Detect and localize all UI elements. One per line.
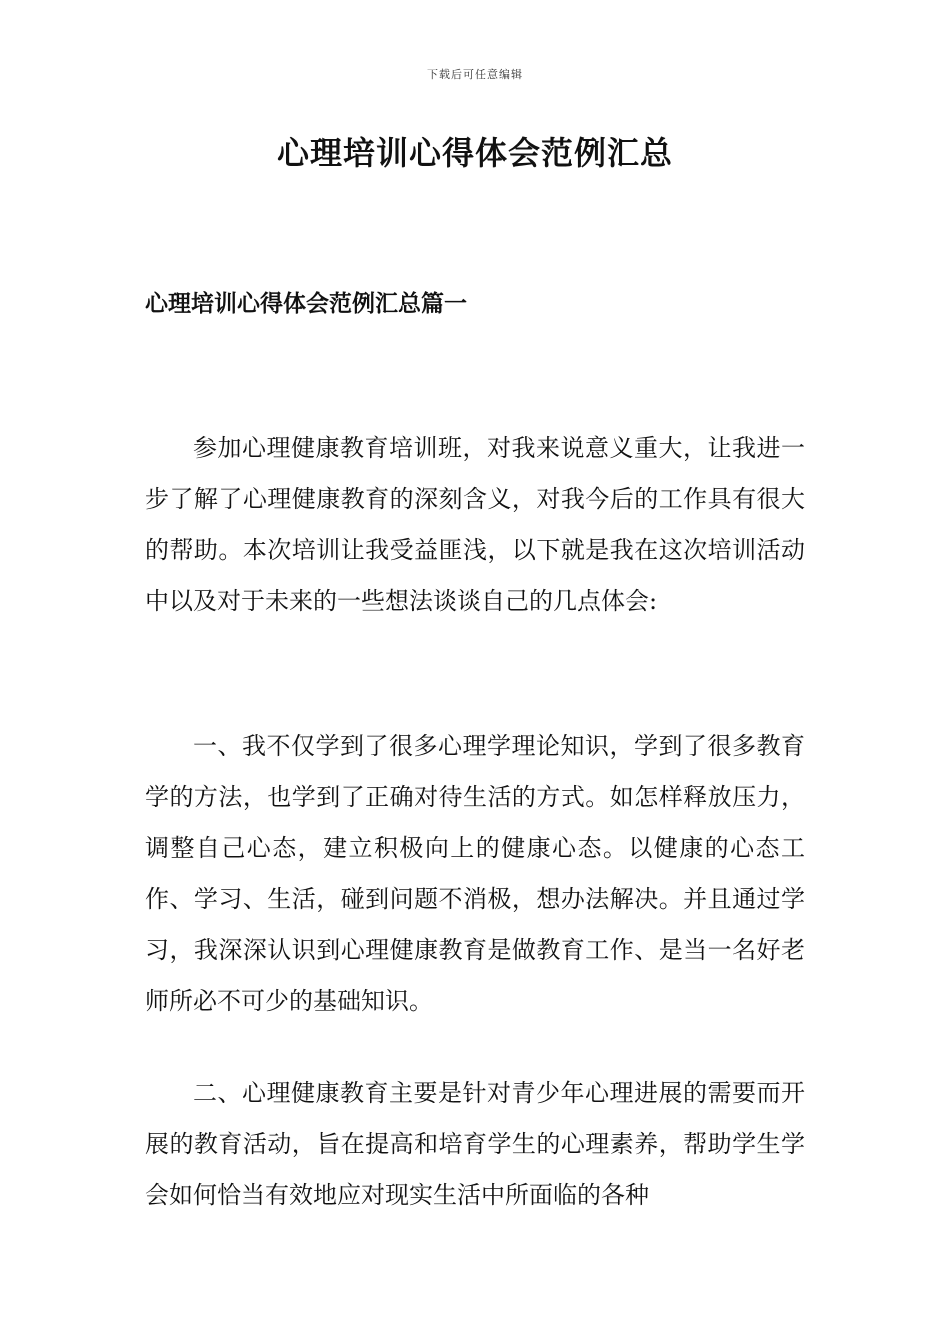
paragraph-3: 二、心理健康教育主要是针对青少年心理进展的需要而开展的教育活动，旨在提高和培育学生的心理素养，帮助学生学会如何恰当有效地应对现实生活中所面临的各种 [145, 1079, 805, 1209]
header-note: 下载后可任意编辑 [427, 68, 523, 81]
paragraph-2: 一、我不仅学到了很多心理学理论知识，学到了很多教育学的方法，也学到了正确对待生活的方式。如怎样释放压力，调整自己心态，建立积极向上的健康心态。以健康的心态工作、学习、生活，碰到问题不消极，想办法解决。并且通过学习，我深深认识到心理健康教育是做教育工作、是当一名好老师所必不可少的基础知识。 [145, 732, 805, 1015]
paragraph-1: 参加心理健康教育培训班，对我来说意义重大，让我进一步了解了心理健康教育的深刻含义，对我今后的工作具有很大的帮助。本次培训让我受益匪浅，以下就是我在这次培训活动中以及对于未来的一些想法谈谈自己的几点体会: [145, 434, 805, 615]
section-title: 心理培训心得体会范例汇总篇一 [145, 290, 467, 317]
document-title: 心理培训心得体会范例汇总 [276, 134, 673, 172]
